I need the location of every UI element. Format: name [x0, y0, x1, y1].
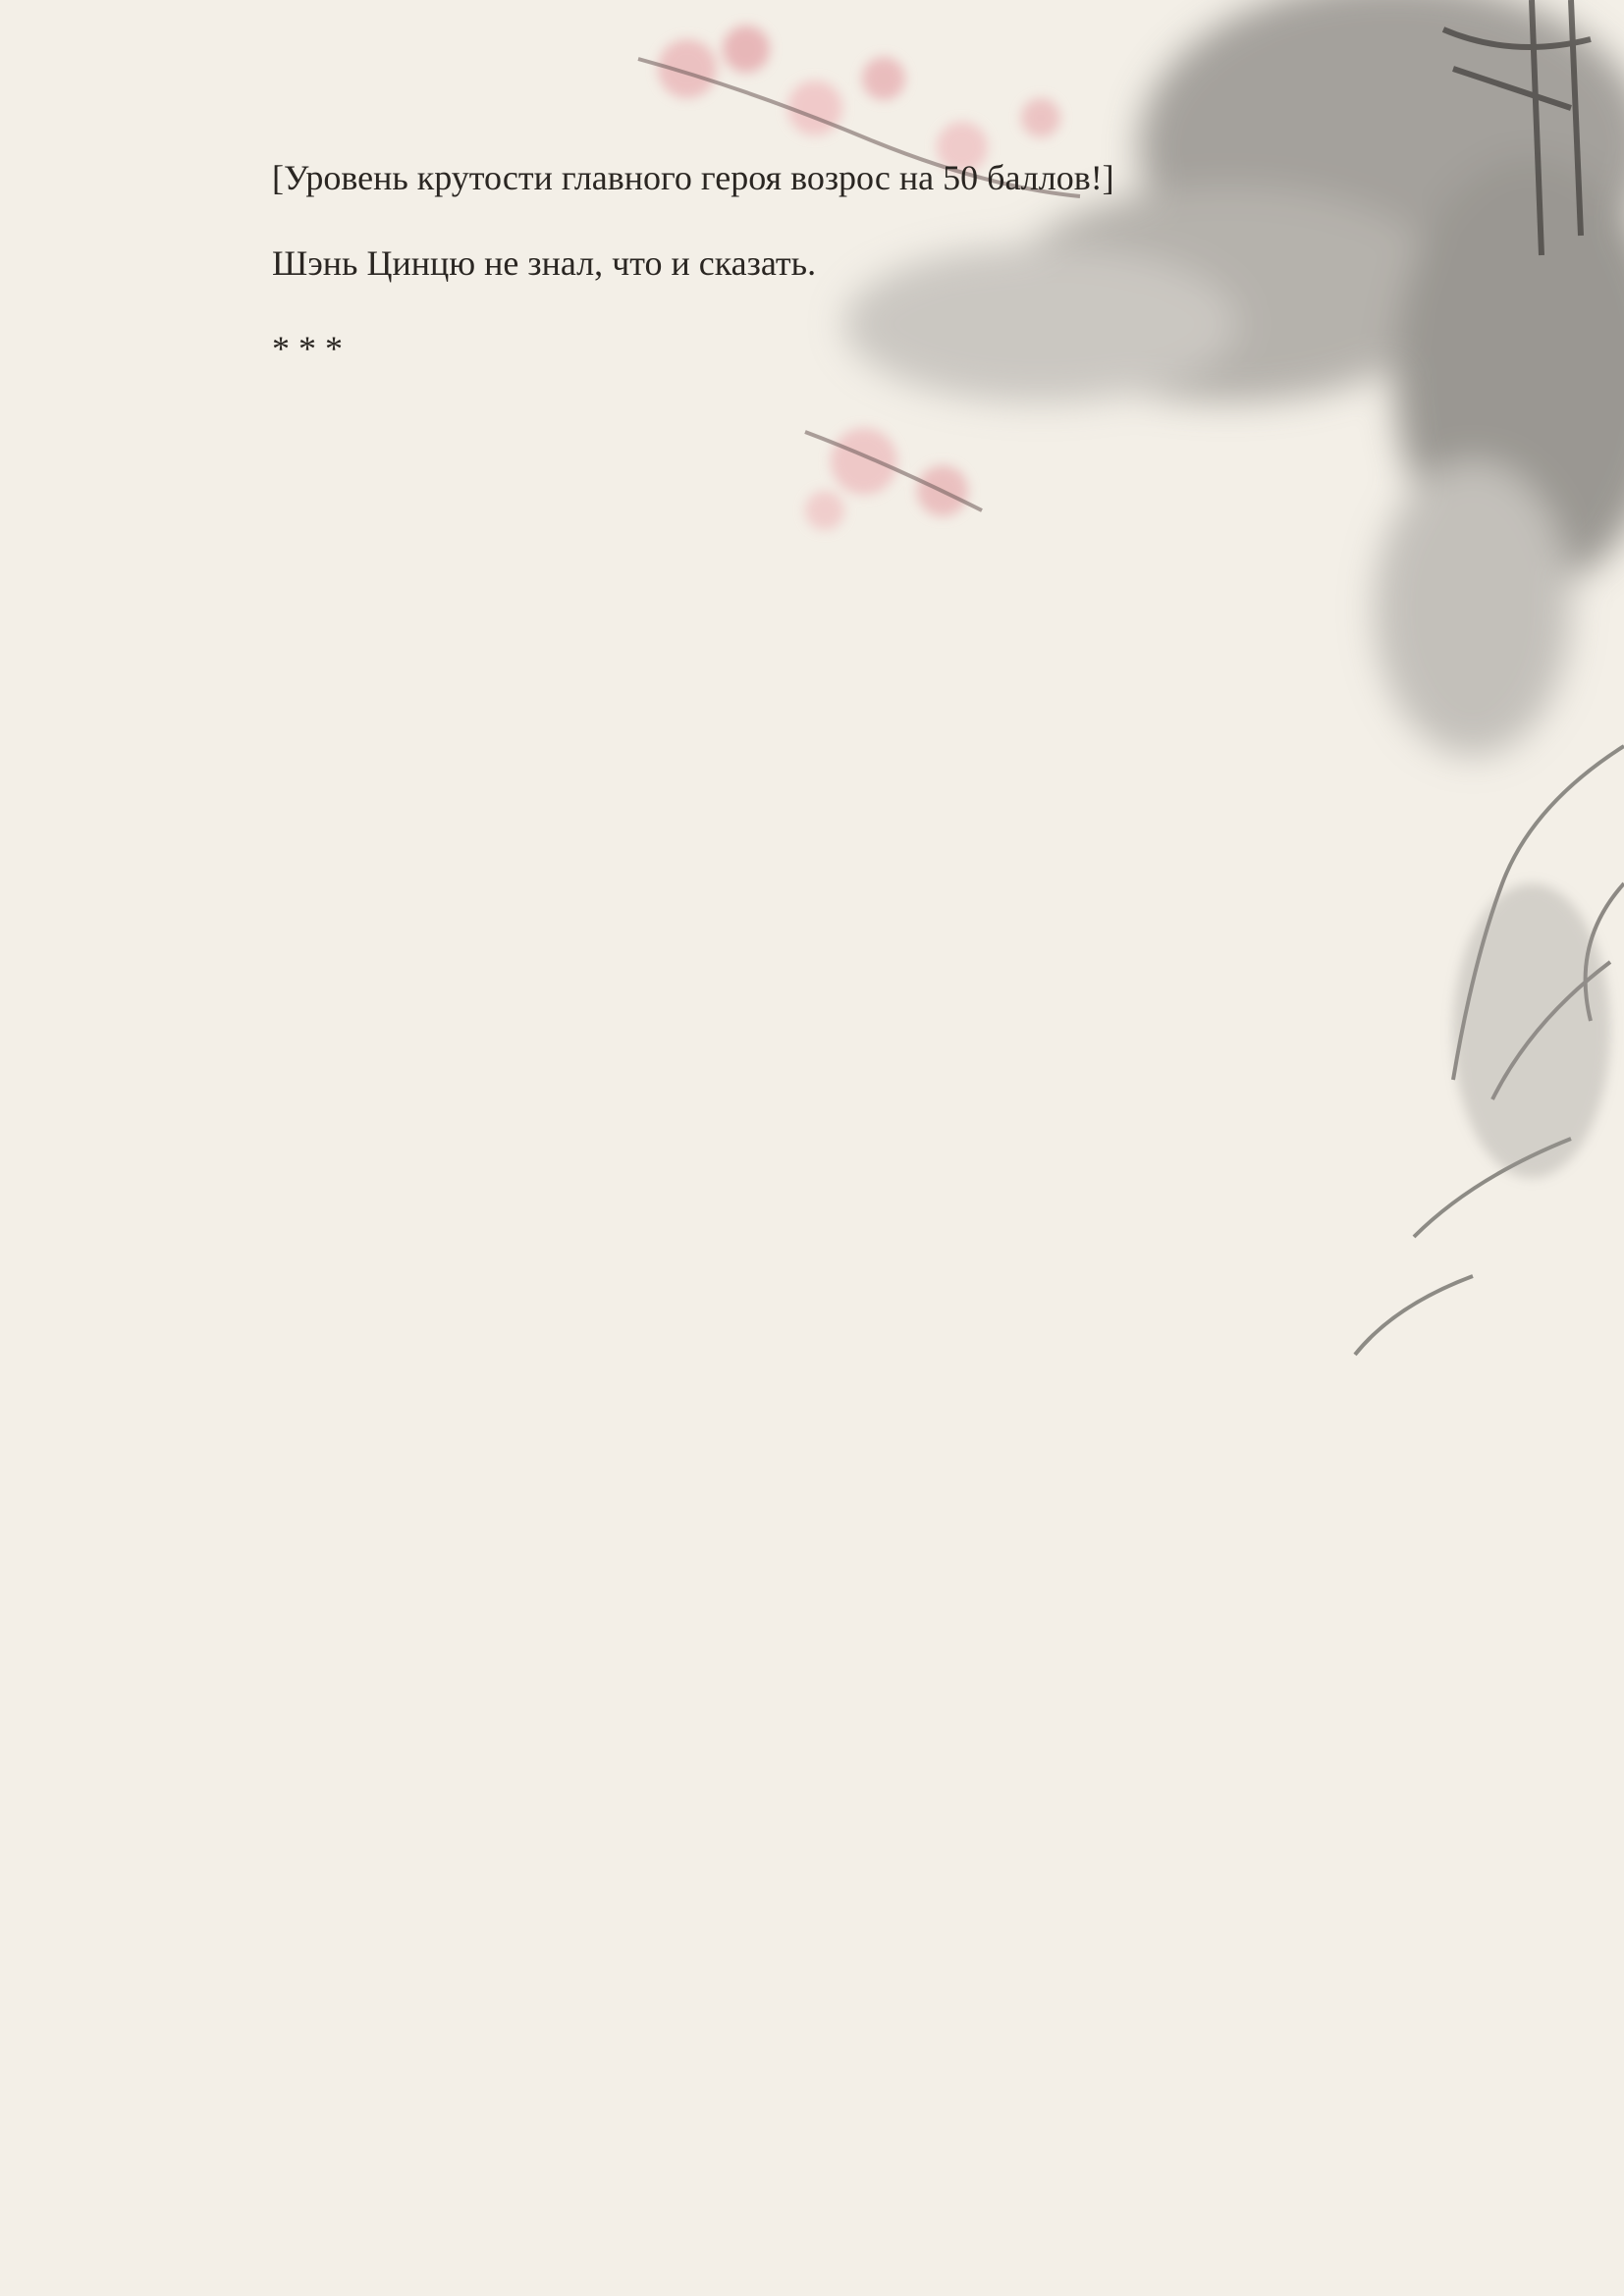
- paragraph: Шэнь Цинцю не знал, что и сказать.: [272, 243, 817, 283]
- document-body: [193, 155, 1507, 411]
- section-divider: * * *: [272, 329, 343, 368]
- paragraph: [Уровень крутости главного героя возрос на 50 баллов!]: [272, 158, 1114, 197]
